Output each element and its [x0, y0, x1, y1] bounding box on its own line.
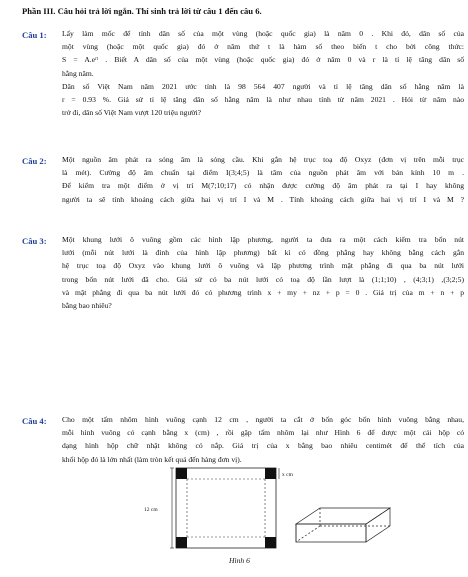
section-instruction: Câu hỏi trả lời ngắn. Thí sinh trả lời từ câu 1 đến câu 6.	[57, 6, 262, 16]
cut-corner-top-right	[265, 468, 276, 479]
question-line: dạng hình hộp chữ nhật không có nắp. Giá trị của x bằng bao nhiêu centimét để thể tích của	[62, 441, 464, 451]
cut-corner-bottom-left	[176, 537, 187, 548]
question-label: Câu 4:	[22, 416, 47, 426]
question-line: là mét). Cường độ âm chuẩn tại điểm I(3;4;5) là tâm của nguồn phát âm với bán kính 10 m .	[62, 168, 464, 178]
label-cut-size: x cm	[282, 472, 293, 478]
question-line: Cho một tấm nhôm hình vuông cạnh 12 cm , người ta cắt ở bốn góc bốn hình vuông bằng nhau,	[62, 415, 464, 424]
question-line: Dân số Việt Nam năm 2021 ước tính là 98 564 407 người và tỉ lệ tăng dân số hằng năm là	[62, 81, 464, 91]
question-label: Câu 3:	[22, 236, 47, 246]
question-line: S = A.eʳᵗ . Biết A dân số của một vùng (hoặc quốc gia) đó ở năm 0 và r là tỉ lệ tăng dân số	[62, 55, 464, 65]
question-body	[62, 27, 464, 119]
cut-corner-bottom-right	[265, 537, 276, 548]
figure-caption: Hình 6	[229, 556, 250, 565]
question-line: một vùng (hoặc một quốc gia) đó ở năm thứ t là hàm số theo biến t cho bởi công thức:	[62, 42, 464, 52]
section-heading	[22, 6, 262, 16]
question-line: Lấy làm mốc để tính dân số của một vùng (hoặc quốc gia) là năm 0 . Khi đó, dân số của	[62, 29, 464, 38]
question-line: lưới (mỗi nút lưới là đỉnh của hình lập phương) bất kì có đồng phẳng hay không bằng cách gắn	[62, 248, 464, 258]
question-line: khối hộp đó là lớn nhất (làm tròn kết quả đến hàng đơn vị).	[62, 454, 242, 464]
question-line: trong bốn nút lưới đã cho. Giả sử có ba nút lưới có toạ độ lần lượt là (1;1;10) , (4;3;1) ,(3;2;5)	[62, 274, 464, 284]
question-line: và mặt phẳng đi qua ba nút lưới đó có phương trình x + my + nz + p = 0 . Giá trị của m + n + p	[62, 287, 464, 297]
question-line: r = 0.93 %. Giả sử tỉ lệ tăng dân số hằng năm là như nhau tính từ năm 2021 . Hỏi từ năm nào	[62, 95, 464, 105]
question-body	[62, 233, 464, 312]
question-line: hệ trục toạ độ Oxyz vào khung lưới ô vuông và lập phương trình mặt phẳng đi qua ba nút lưới	[62, 261, 464, 271]
open-box	[296, 508, 390, 542]
question-label: Câu 2:	[22, 156, 47, 166]
question-line: bằng bao nhiêu?	[62, 301, 112, 311]
section-part: Phần III.	[22, 6, 56, 16]
question-label: Câu 1:	[22, 30, 47, 40]
question-line: trở đi, dân số Việt Nam vượt 120 triệu người?	[62, 108, 202, 118]
question-line: Một khung lưới ô vuông gồm các hình lập phương, người ta đưa ra một cách kiểm tra bốn nút	[62, 235, 464, 244]
question-body	[62, 413, 464, 466]
question-line: người ta sẽ tính khoảng cách giữa hai vị trí I và M . Tính khoảng cách giữa hai vị trí I và M ?	[62, 194, 464, 204]
figure-box-net	[120, 462, 440, 572]
question-line: hằng năm.	[62, 68, 94, 78]
label-side-length: 12 cm	[144, 507, 158, 513]
figure-drawing	[120, 462, 440, 558]
question-body	[62, 153, 464, 206]
question-line: mỗi hình vuông có cạnh bằng x (cm) , rồi gập tấm nhôm lại như Hình 6 để được một cái hộp có	[62, 428, 464, 438]
cut-corner-top-left	[176, 468, 187, 479]
question-line: Để kiểm tra một điểm ở vị trí M(7;10;17) có nhận được cường độ âm phát ra tại I hay không	[62, 181, 464, 191]
aluminium-sheet	[176, 468, 276, 548]
question-line: Một nguồn âm phát ra sóng âm là sóng cầu. Khi gắn hệ trục toạ độ Oxyz (đơn vị trên mỗi trục	[62, 155, 464, 164]
